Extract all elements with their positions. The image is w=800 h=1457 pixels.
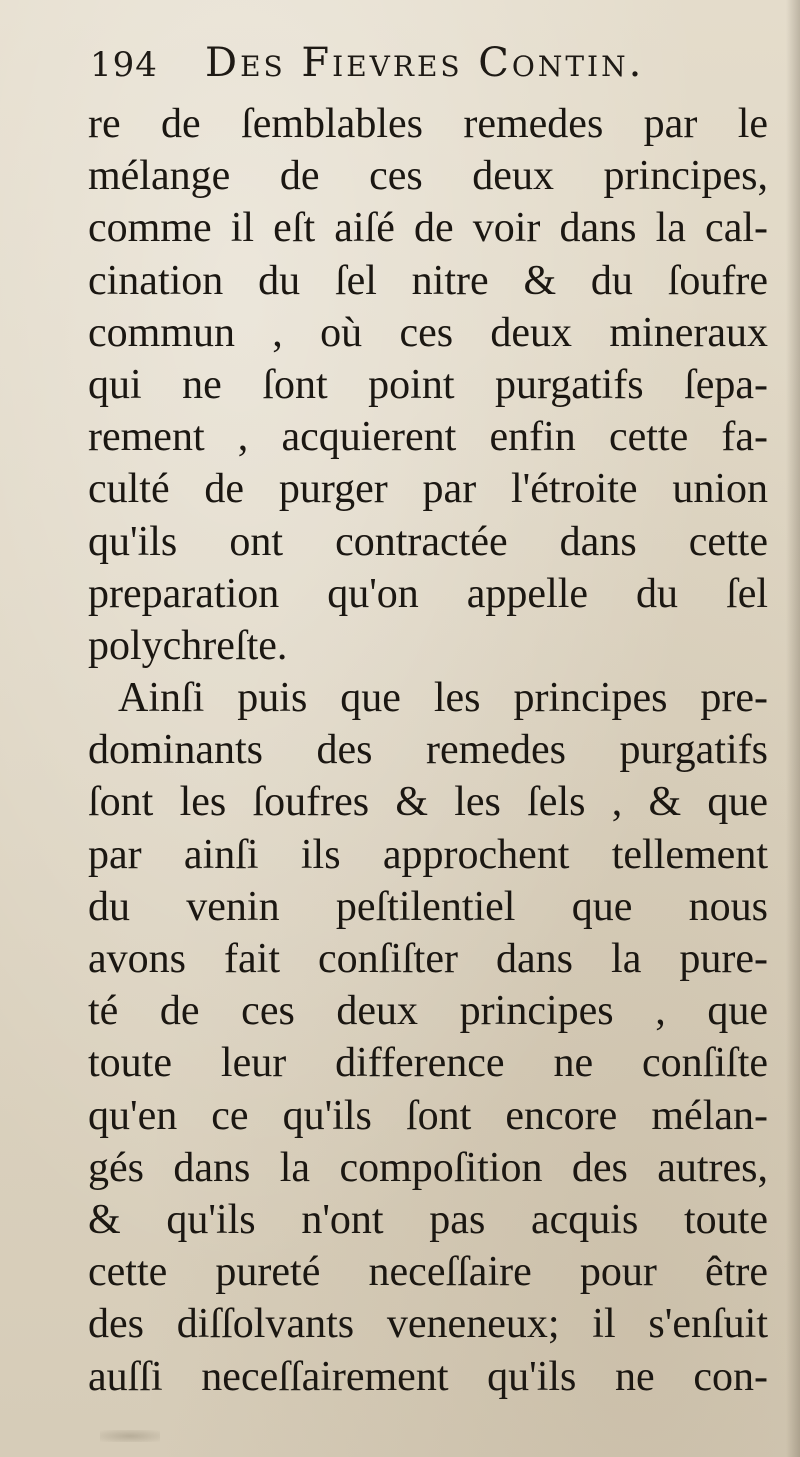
text-line-paragraph-end: polychreſte. [88, 622, 288, 669]
text-line: dominants des remedes purgatifs [88, 727, 768, 774]
text-line: preparation qu'on appelle du ſel [88, 570, 768, 617]
text-line: du venin peſtilentiel que nous [88, 883, 768, 930]
text-line: ſont les ſoufres & les ſels , & que [88, 779, 768, 826]
text-line: auſſi neceſſairement qu'ils ne con- [88, 1353, 768, 1400]
text-line-paragraph-start: Ainſi puis que les principes pre- [118, 675, 768, 722]
text-line: par ainſi ils approchent tellement [88, 831, 768, 878]
running-title: Des Fievres Contin. [205, 40, 645, 86]
text-line: comme il eſt aiſé de voir dans la cal- [88, 205, 768, 252]
text-line: qui ne ſont point purgatifs ſepa- [88, 361, 768, 408]
page-number: 194 [90, 45, 158, 85]
body-text [88, 98, 768, 1403]
text-line: toute leur difference ne conſiſte [88, 1040, 768, 1087]
text-line: qu'en ce qu'ils ſont encore mélan- [88, 1092, 768, 1139]
text-line: culté de purger par l'étroite union [88, 466, 768, 513]
text-line: & qu'ils n'ont pas acquis toute [88, 1196, 768, 1243]
running-head [90, 40, 770, 98]
text-line: mélange de ces deux principes, [88, 153, 768, 200]
text-line: gés dans la compoſition des autres, [88, 1144, 768, 1191]
text-line: avons fait conſiſter dans la pure- [88, 936, 768, 982]
page-edge-shadow [786, 0, 800, 1457]
text-line: des diſſolvants veneneux; il s'enſuit [88, 1301, 768, 1348]
ink-smudge [100, 1430, 160, 1442]
text-line: commun , où ces deux mineraux [88, 309, 768, 356]
text-line: cette pureté neceſſaire pour être [88, 1249, 768, 1296]
text-line: qu'ils ont contractée dans cette [88, 518, 768, 565]
text-line: rement , acquierent enfin cette fa- [88, 414, 768, 461]
text-line: cination du ſel nitre & du ſoufre [88, 257, 768, 304]
text-line: re de ſemblables remedes par le [88, 101, 768, 147]
text-line: té de ces deux principes , que [88, 988, 768, 1035]
